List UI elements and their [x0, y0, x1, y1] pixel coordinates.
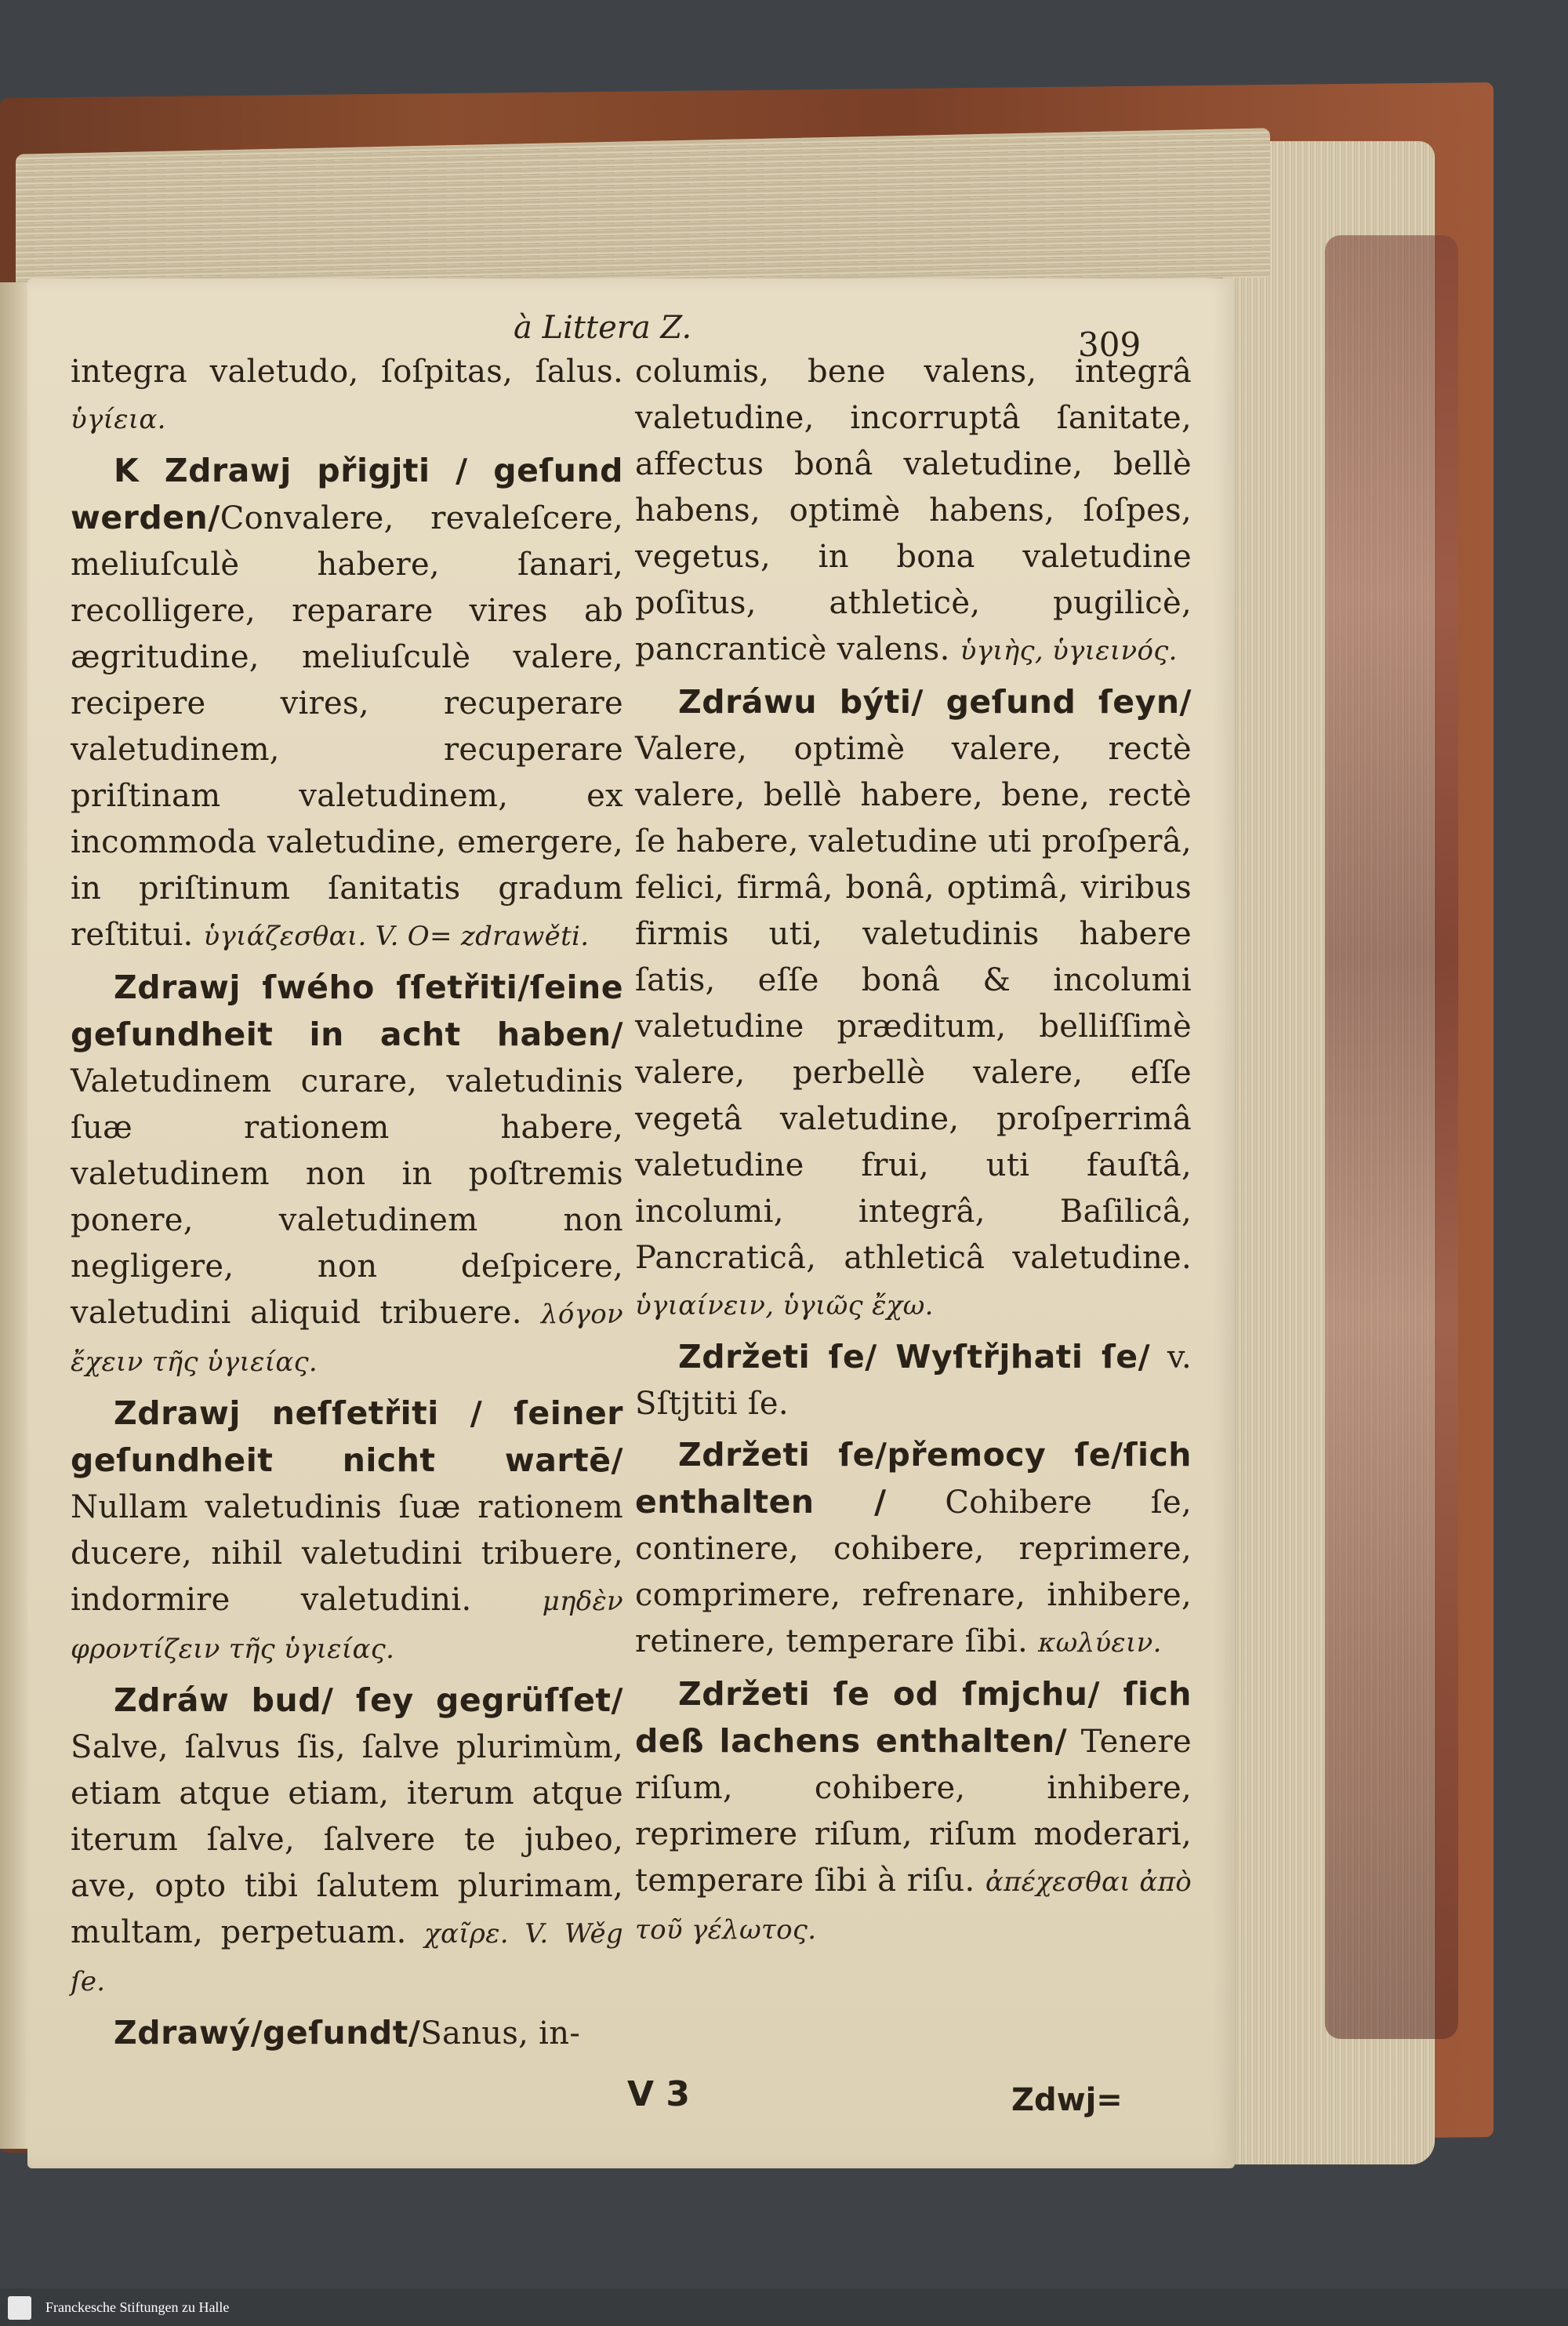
- entry-text: Valetudinem curare, valetudinis ſuæ rationem habere, valetudinem non in poſtremis ponere, valetudinem non negligere, non deſpicere, valetudini aliquid tribuere.: [71, 1063, 623, 1331]
- headword: Zdráwu býti/ geſund ſeyn/: [678, 683, 1192, 721]
- headword: Zdržeti ſe/ Wyſtřjhati ſe/: [678, 1338, 1151, 1376]
- entry-text: columis, bene valens, integrâ valetudine, incorruptâ ſanitate, affectus bonâ valetudine, bellè habens, optimè habens, ſoſpes, vegetus, in bona valetudine poſitus, athleticè, pugilicè, pancranticè valens.: [635, 354, 1192, 667]
- greek-gloss: κωλύειν.: [1037, 1627, 1162, 1659]
- headword: Zdržeti ſe od ſmjchu/ ſich deß lachens enthalten/: [635, 1675, 1192, 1760]
- running-head: à Littera Z.: [514, 310, 692, 346]
- dictionary-entry: [71, 349, 623, 443]
- dictionary-entry: [71, 2010, 623, 2057]
- dictionary-entry: [71, 1677, 623, 2005]
- dictionary-entry: [635, 1334, 1192, 1427]
- entry-text: Salve, ſalvus ſis, ſalve plurimùm, etiam atque etiam, iterum atque iterum ſalve, ſalvere te jubeo, ave, opto tibi ſalutem plurimam, multam, perpetuam.: [71, 1729, 623, 1950]
- footer-credit: Franckesche Stiftungen zu Halle: [45, 2299, 230, 2315]
- greek-gloss: λόγον ἔχειν τῆς ὑγιείας.: [71, 1299, 624, 1378]
- headword: Zdráw bud/ ſey gegrüſſet/: [114, 1681, 623, 1719]
- headword: Zdrawý/geſundt/: [114, 2014, 421, 2052]
- entry-text: v. Sſtjtiti ſe.: [635, 1339, 1192, 1422]
- greek-gloss: χαῖρε. V. Wěg ſe.: [71, 1918, 623, 1997]
- entry-text: Valere, optimè valere, rectè valere, bellè habere, bene, rectè ſe habere, valetudine uti proſperâ, felici, firmâ, bonâ, optimâ, viribus firmis uti, valetudinis habere ſatis, eſſe bonâ & incolumi valetudine præditum, belliſſimè valere, perbellè valere, eſſe vegetâ valetudine, proſperrimâ valetudine frui, uti fauſtâ, incolumi, integrâ, Baſilicâ, Pancraticâ, athleticâ valetudine.: [635, 731, 1192, 1276]
- headword: Zdrawj ſwého ſſetřiti/ſeine geſundheit in acht haben/: [71, 969, 623, 1053]
- left-column: [71, 349, 623, 2062]
- greek-gloss: μηδὲν φροντίζειν τῆς ὑγιείας.: [71, 1586, 623, 1665]
- dictionary-entry: [71, 1390, 623, 1673]
- dictionary-entry: [635, 1432, 1192, 1666]
- headword: K Zdrawj přigjti / geſund werden/: [71, 452, 623, 536]
- dictionary-entry: [71, 965, 623, 1386]
- book-page: [27, 278, 1235, 2168]
- entry-text: Cohibere ſe, continere, cohibere, reprimere, comprimere, refrenare, inhibere, retinere, temperare ſibi.: [635, 1485, 1192, 1659]
- greek-gloss: ὑγίεια.: [71, 404, 166, 435]
- top-page-edges: [16, 128, 1270, 303]
- entry-text: Nullam valetudinis ſuæ rationem ducere, nihil valetudini tribuere, indormire valetudini.: [71, 1489, 623, 1618]
- institution-logo-icon: [8, 2296, 31, 2320]
- entry-text: Tenere riſum, cohibere, inhibere, reprimere riſum, riſum moderari, temperare ſibi à riſu.: [635, 1724, 1192, 1899]
- headword: Zdrawj neſſetřiti / ſeiner geſundheit nicht wartē/: [71, 1394, 623, 1479]
- facing-page-edge: [0, 282, 30, 2149]
- footer-bar: [0, 2288, 1568, 2326]
- headword: Zdržeti ſe/přemocy ſe/ſich enthalten /: [635, 1436, 1192, 1521]
- greek-gloss: ὑγιαίνειν, ὑγιῶς ἔχω.: [635, 1290, 934, 1321]
- greek-gloss: ὑγιάζεσθαι. V. O= zdrawěti.: [203, 921, 590, 952]
- right-column: [635, 349, 1192, 1958]
- fore-edge-marbling: [1325, 235, 1458, 2039]
- greek-gloss: ὑγιὴς, ὑγιεινός.: [960, 635, 1178, 667]
- entry-text: Sanus, in-: [420, 2015, 581, 2052]
- entry-text: Convalere, revaleſcere, meliuſculè habere, ſanari, recolligere, reparare vires ab ægritudine, meliuſculè valere, recipere vires, recuperare valetudinem, recuperare priſtinam valetudinem, ex incommoda valetudine, emergere, in priſtinum ſanitatis gradum reſtitui.: [71, 500, 623, 953]
- page-number: 309: [1078, 325, 1142, 364]
- catchword: Zdwj=: [1011, 2082, 1123, 2118]
- dictionary-entry: [71, 448, 623, 960]
- dictionary-entry: [635, 679, 1192, 1329]
- dictionary-entry: [635, 1671, 1192, 1953]
- entry-text: integra valetudo, ſoſpitas, ſalus.: [71, 354, 623, 390]
- greek-gloss: ἀπέχεσθαι ἀπὸ τοῦ γέλωτος.: [635, 1866, 1192, 1946]
- signature-mark: V 3: [627, 2074, 690, 2114]
- dictionary-entry: [635, 349, 1192, 674]
